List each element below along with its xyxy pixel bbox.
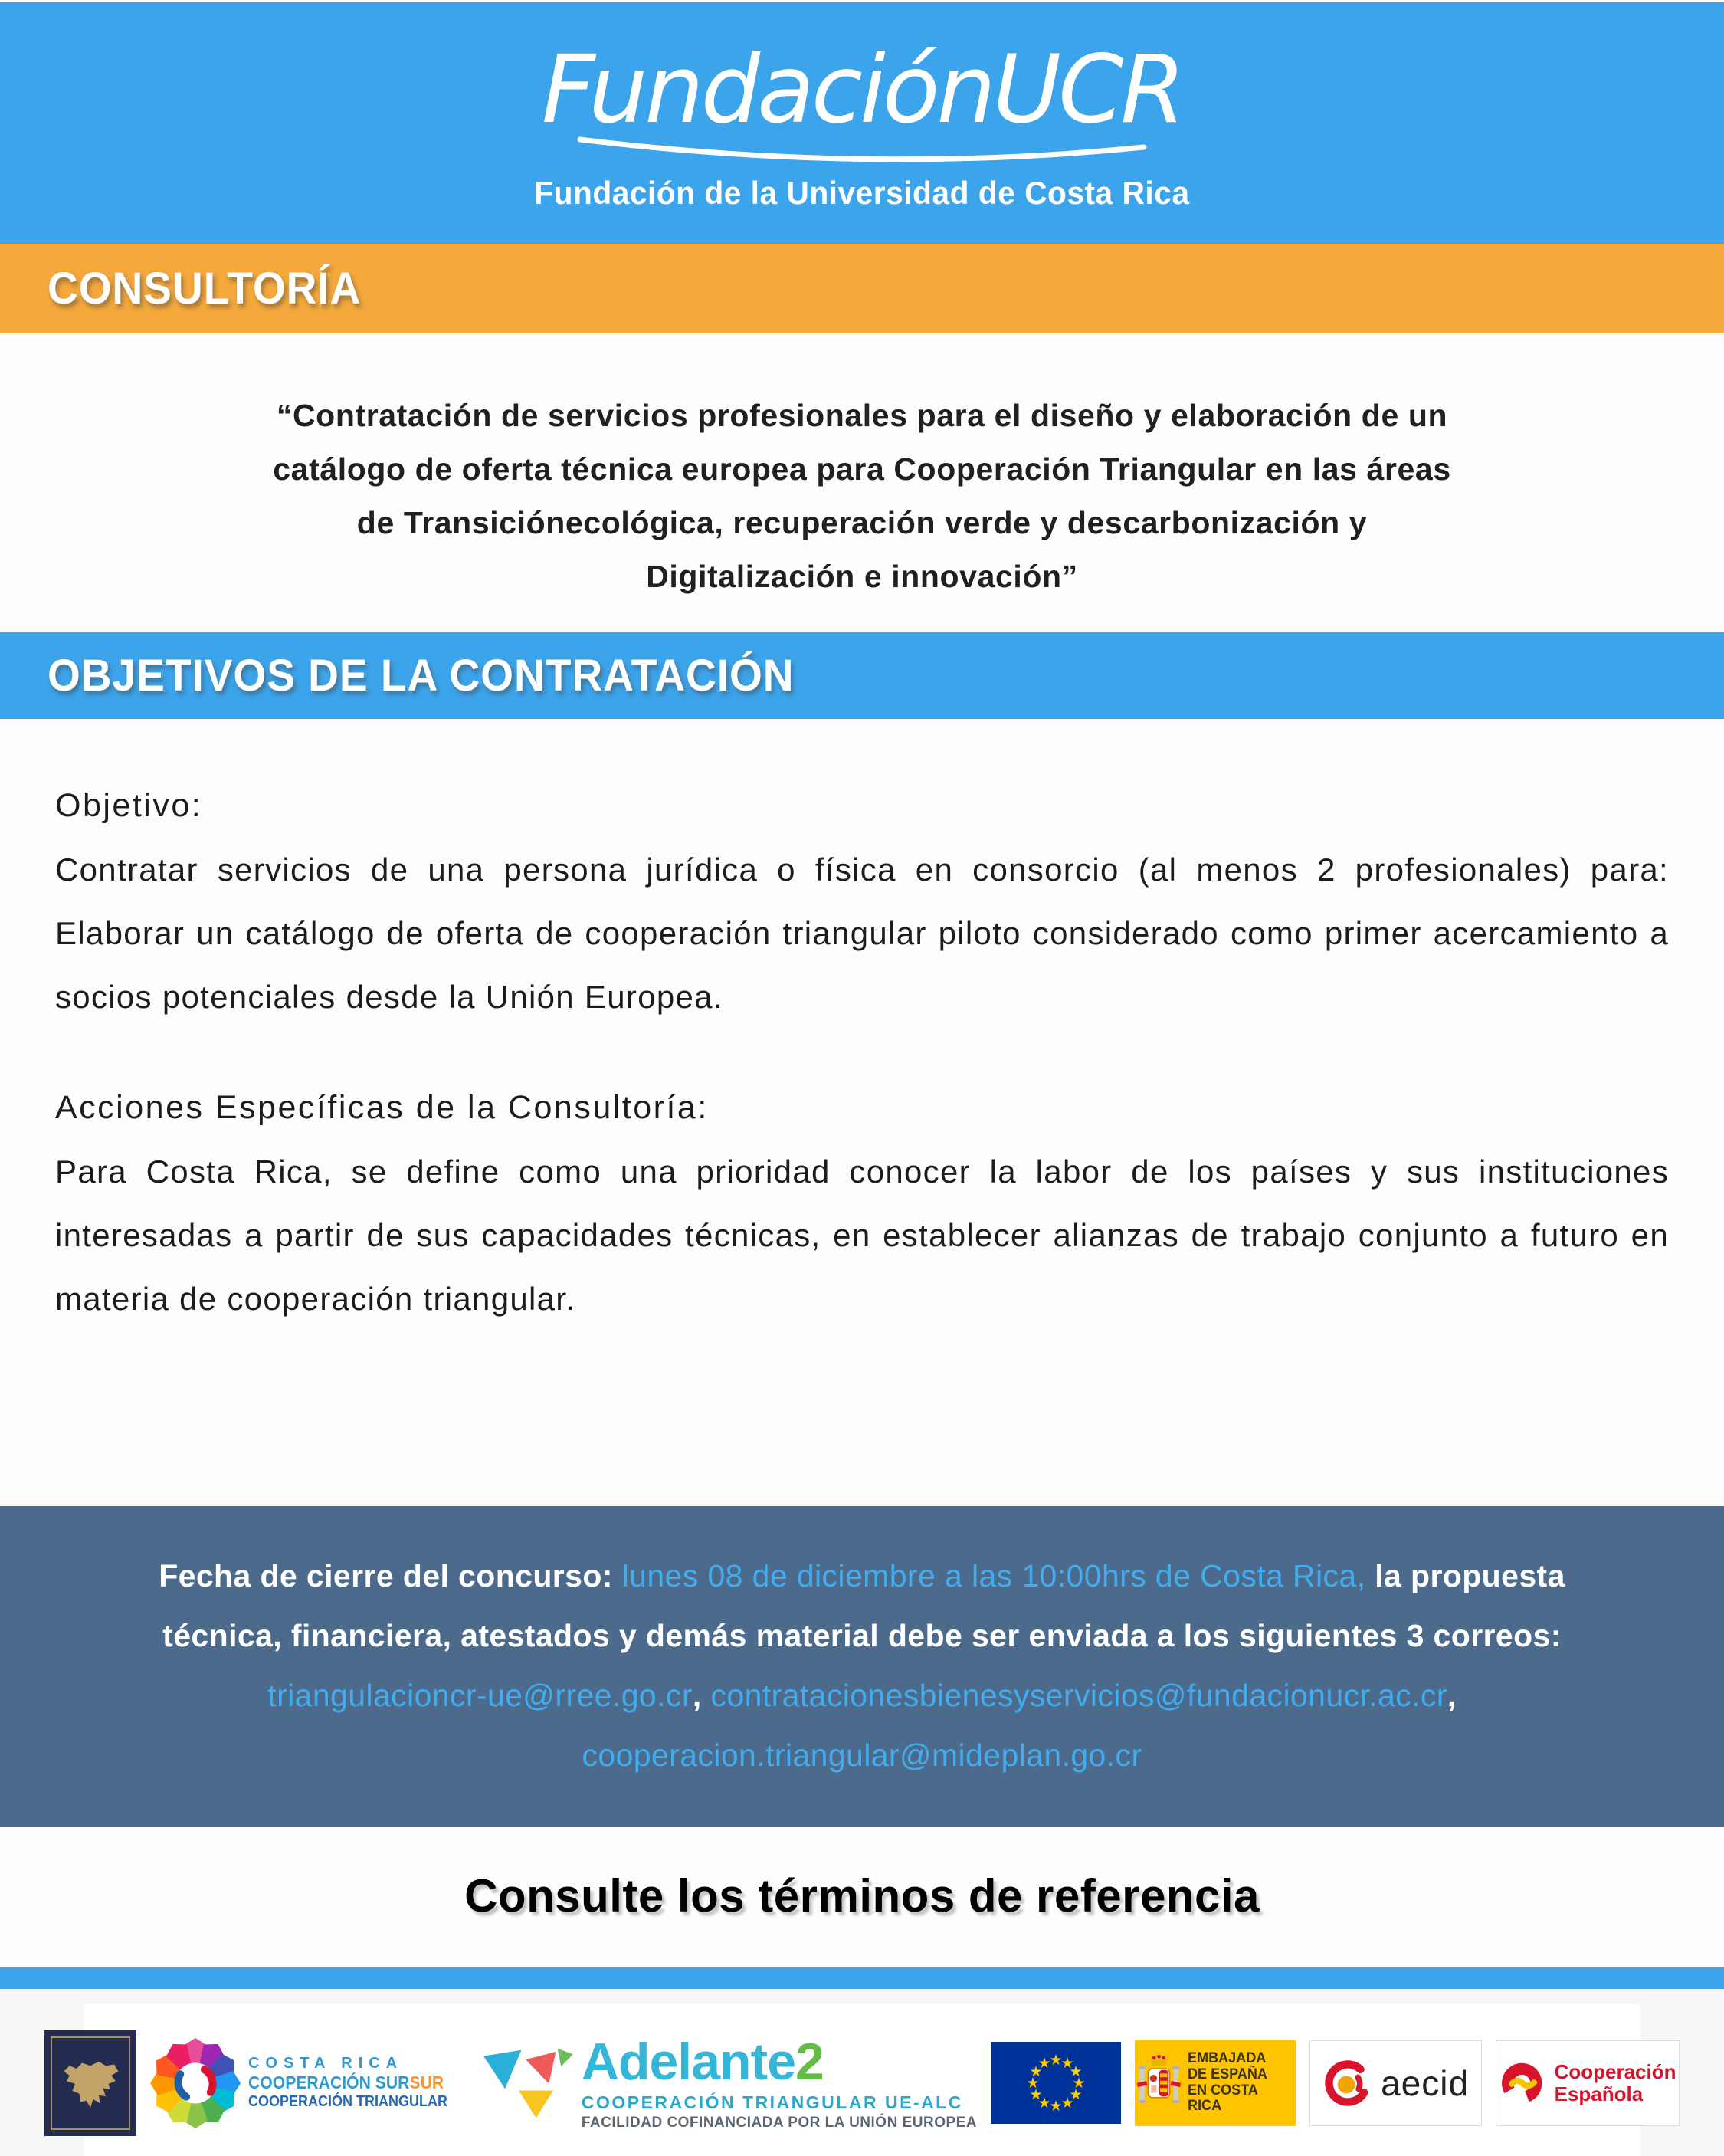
cooperacion-line1: Cooperación — [1554, 2059, 1676, 2083]
quote-line: Digitalización e innovación” — [646, 559, 1078, 594]
embassy-line1: EMBAJADA — [1188, 2049, 1267, 2066]
svg-text:★: ★ — [1037, 2095, 1051, 2112]
consultoria-section-bar — [0, 244, 1724, 333]
svg-text:★: ★ — [1069, 2063, 1083, 2080]
email-separator: , — [1447, 1678, 1457, 1713]
deadline-box — [0, 1506, 1724, 1827]
adelante-triangles-icon — [483, 2040, 574, 2126]
cta-heading: Consulte los términos de referencia — [464, 1870, 1260, 1921]
svg-text:★: ★ — [1049, 2052, 1063, 2069]
embassy-text — [1188, 2051, 1296, 2115]
logo-swoosh-icon — [571, 132, 1153, 167]
adelante-text — [581, 2033, 978, 2131]
svg-text:★: ★ — [1037, 2055, 1051, 2072]
sursur-sur-orange: SUR — [409, 2072, 444, 2093]
deadline-text — [111, 1546, 1613, 1785]
svg-text:★: ★ — [1060, 2095, 1074, 2112]
costa-rica-plaque-logo — [44, 2030, 136, 2136]
actions-paragraph: Para Costa Rica, se define como una prioridad conocer la labor de los países y sus instituciones interesadas a partir de sus capacidades técnicas, en establecer alianzas de trabajo conjunto a futuro en materia de cooperación triangular. — [55, 1153, 1669, 1317]
adelante-2: 2 — [795, 2033, 824, 2091]
objective-paragraph: Contratar servicios de una persona jurídica o física en consorcio (al menos 2 profesionales) para: Elaborar un catálogo de oferta de cooperación triangular piloto considerado como primer acercamiento a socios potenciales desde la Unión Europea. — [55, 852, 1669, 1015]
objective-heading: Objetivo: — [55, 787, 203, 824]
embassy-line2: DE ESPAÑA — [1188, 2066, 1268, 2082]
footer — [0, 1989, 1724, 2156]
quote-line: catálogo de oferta técnica europea para Cooperación Triangular en las áreas — [273, 451, 1451, 487]
svg-text:★: ★ — [1026, 2075, 1040, 2092]
divider-band — [0, 1967, 1724, 1989]
plaque-border — [51, 2036, 130, 2130]
cooperacion-espanola-icon — [1499, 2059, 1547, 2107]
deadline-date: lunes 08 de diciembre a las 10:00hrs de Costa Rica, — [621, 1558, 1366, 1593]
actions-heading: Acciones Específicas de la Consultoría: — [55, 1089, 709, 1126]
svg-text:★: ★ — [1072, 2075, 1086, 2092]
svg-text:★: ★ — [1029, 2086, 1043, 2103]
deadline-instructions: la propuesta técnica, financiera, atestados y demás material debe ser enviada a los siguientes 3 correos: — [162, 1558, 1565, 1653]
cooperacion-sursur-logo — [150, 2038, 470, 2128]
email-link-fundacionucr[interactable]: contratacionesbienesyservicios@fundacionucr.ac.cr — [710, 1678, 1447, 1713]
svg-text:★: ★ — [1029, 2063, 1043, 2080]
adelante-subtitle: COOPERACIÓN TRIANGULAR UE-ALC — [581, 2092, 963, 2112]
adelante-cofinance-note: FACILIDAD COFINANCIADA POR LA UNIÓN EUROPEA — [581, 2115, 978, 2131]
quote-line: “Contratación de servicios profesionales para el diseño y elaboración de un — [276, 398, 1448, 433]
sursur-text — [248, 2055, 470, 2110]
sursur-coop-triangular: COOPERACIÓN TRIANGULAR — [247, 2092, 447, 2110]
logo-strip — [84, 2004, 1676, 2156]
cooperacion-line2: Española — [1554, 2082, 1644, 2105]
email-link-mideplan[interactable]: cooperacion.triangular@mideplan.go.cr — [582, 1738, 1142, 1773]
aecid-wordmark: aecid — [1381, 2062, 1470, 2103]
header-tagline: Fundación de la Universidad de Costa Rica — [534, 174, 1190, 211]
deadline-label: Fecha de cierre del concurso: — [159, 1558, 622, 1593]
consultoria-title: CONSULTORÍA — [48, 264, 362, 313]
objetivos-section-bar — [0, 632, 1724, 719]
svg-text:★: ★ — [1049, 2098, 1063, 2115]
header-banner — [0, 0, 1724, 244]
fundacion-ucr-logo: FundaciónUCR — [541, 34, 1183, 144]
quote-line: de Transiciónecológica, recuperación verde y descarbonización y — [356, 505, 1368, 540]
objetivos-title: OBJETIVOS DE LA CONTRATACIÓN — [48, 651, 795, 701]
eu-flag-icon — [991, 2042, 1121, 2124]
email-link-rree[interactable]: triangulacioncr-ue@rree.go.cr — [267, 1678, 693, 1713]
adelante-wordmark: Adelante2 — [581, 2033, 824, 2091]
svg-text:★: ★ — [1060, 2055, 1074, 2072]
email-separator: , — [692, 1678, 711, 1713]
sursur-pinwheel-icon — [150, 2038, 241, 2128]
embassy-line3: EN COSTA RICA — [1188, 2082, 1258, 2115]
contract-title-quote — [0, 333, 1724, 632]
cooperacion-espanola-logo — [1496, 2040, 1680, 2126]
spain-embassy-logo — [1135, 2040, 1296, 2126]
sursur-country: COSTA RICA — [247, 2055, 404, 2072]
cooperacion-espanola-text — [1555, 2061, 1676, 2105]
spain-coat-of-arms-icon — [1135, 2048, 1183, 2118]
svg-text:★: ★ — [1069, 2086, 1083, 2103]
aecid-logo-icon — [1322, 2058, 1373, 2108]
objectives-content — [0, 719, 1724, 1506]
adelante2-logo — [483, 2033, 978, 2131]
sursur-coop-sur: COOPERACIÓN SURSUR — [247, 2072, 444, 2093]
aecid-logo — [1309, 2040, 1482, 2126]
